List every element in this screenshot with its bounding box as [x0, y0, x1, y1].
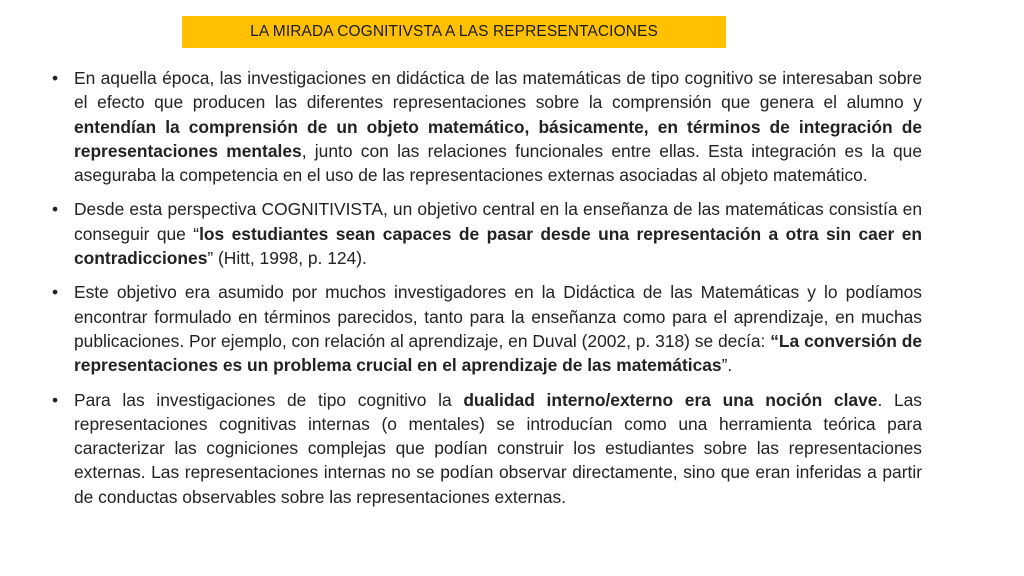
- bullet-text-part: . Las representaciones cognitivas internas (o mentales) se introducían como una herramienta teórica para caracterizar las cogniciones complejas que podían construir los estudiantes sobre las representaciones externas. Las representaciones internas no se podían observar directamente, sino que eran inferidas a partir de conductas observables sobre las representaciones externas.: [74, 389, 923, 507]
- slide-title: [182, 16, 726, 48]
- bullet-text-part: Para las investigaciones de tipo cognitivo la: [74, 389, 464, 410]
- bullet-text-bold: entendían la comprensión de un objeto matemático, básicamente, en términos de integración de representaciones mentales: [74, 116, 922, 161]
- bullet-text-part: ” (Hitt, 1998, p. 124).: [207, 248, 367, 269]
- bullet-dot: •: [52, 199, 59, 220]
- bullet-item: [52, 388, 922, 509]
- bullet-text-bold: los estudiantes sean capaces de pasar desde una representación a otra sin caer en contradicciones: [74, 223, 923, 269]
- bullet-list: [52, 66, 922, 519]
- bullet-item: [52, 66, 922, 187]
- bullet-text-part: En aquella época, las investigaciones en didáctica de las matemáticas de tipo cognitivo se interesaban sobre el efecto que producen las diferentes representaciones sobre la comprensión que genera el alumno y: [74, 68, 922, 113]
- bullet-item: [52, 197, 922, 270]
- bullet-text-bold: “La conversión de representaciones es un problema crucial en el aprendizaje de las matemáticas: [74, 330, 922, 376]
- bullet-item: [52, 280, 922, 377]
- bullet-text-part: Desde esta perspectiva COGNITIVISTA, un objetivo central en la enseñanza de las matemáticas consistía en conseguir que “: [74, 199, 922, 244]
- bullet-dot: •: [52, 282, 59, 303]
- bullet-text-bold: dualidad interno/externo era una noción clave: [463, 389, 878, 410]
- bullet-dot: •: [52, 389, 59, 410]
- bullet-text-part: Este objetivo era asumido por muchos investigadores en la Didáctica de las Matemáticas y lo podíamos encontrar formulado en términos parecidos, tanto para la enseñanza como para el aprendizaje, en muchas publicaciones. Por ejemplo, con relación al aprendizaje, en Duval (2002, p. 318) se decía:: [74, 282, 922, 351]
- bullet-text-part: , junto con las relaciones funcionales entre ellas. Esta integración es la que aseguraba la competencia en el uso de las representaciones externas asociadas al objeto matemático.: [74, 140, 922, 186]
- bullet-dot: •: [52, 68, 59, 88]
- slide-title-text: LA MIRADA COGNITIVSTA A LAS REPRESENTACIONES: [250, 23, 658, 40]
- bullet-text-part: ”.: [721, 355, 733, 376]
